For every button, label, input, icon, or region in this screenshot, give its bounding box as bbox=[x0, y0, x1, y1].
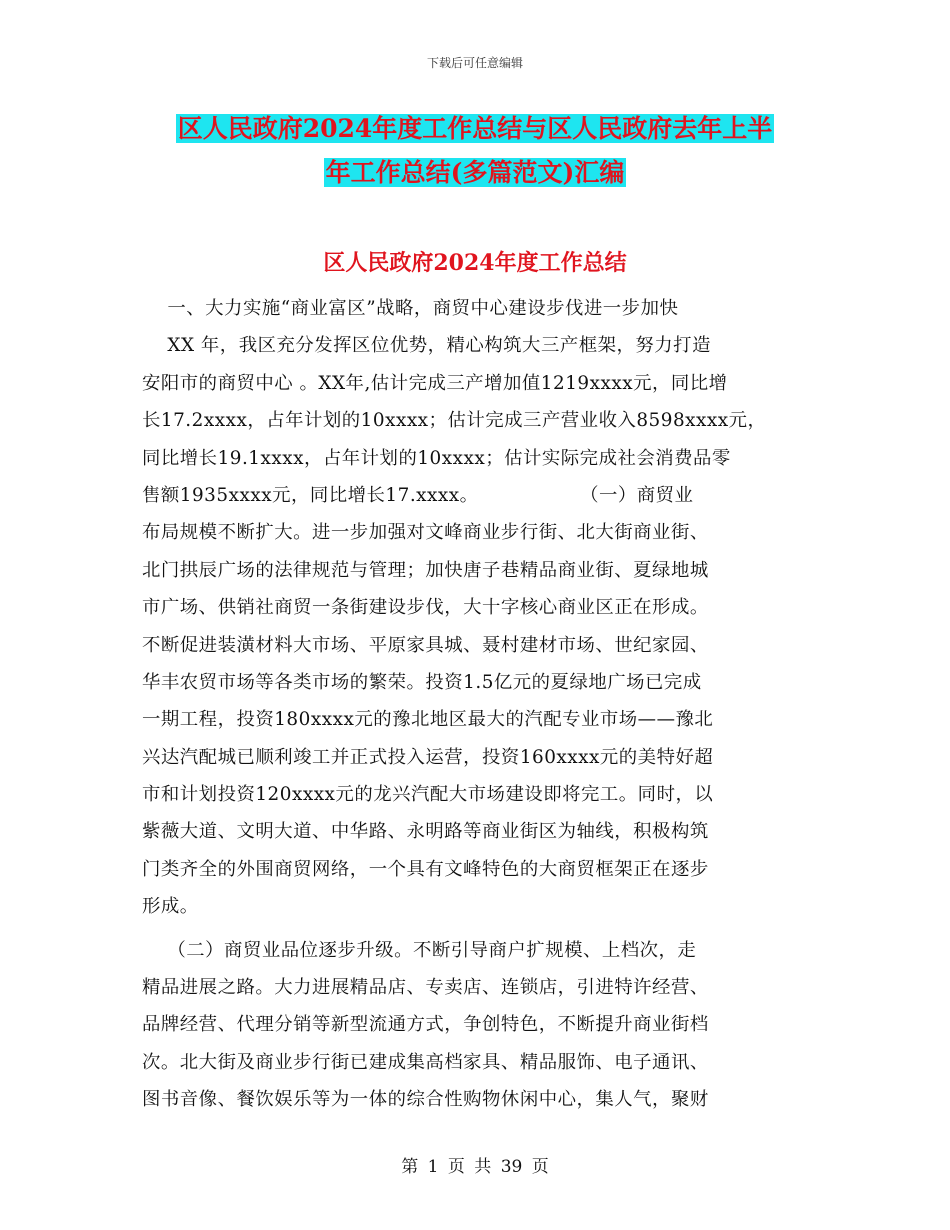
body-line: 形成。 bbox=[142, 896, 199, 918]
body-line: XX 年，我区充分发挥区位优势，精心构筑大三产框架，努力打造 bbox=[142, 335, 711, 357]
body-line: 售额1935xxxx元，同比增长17.xxxx。 （一）商贸业 bbox=[142, 484, 694, 506]
section-title: 区人民政府2024年度工作总结 bbox=[323, 250, 627, 276]
body-line: 一期工程，投资180xxxx元的豫北地区最大的汽配专业市场——豫北 bbox=[142, 709, 714, 731]
document-body bbox=[142, 290, 822, 1119]
body-line: 门类齐全的外围商贸网络，一个具有文峰特色的大商贸框架正在逐步 bbox=[142, 858, 709, 880]
title-highlight-2: 年工作总结(多篇范文)汇编 bbox=[325, 158, 625, 187]
body-line: 紫薇大道、文明大道、中华路、永明路等商业街区为轴线，积极构筑 bbox=[142, 821, 709, 843]
title-highlight-1: 区人民政府2024年度工作总结与区人民政府去年上半 bbox=[177, 114, 773, 143]
body-line: 图书音像、餐饮娱乐等为一体的综合性购物休闲中心，集人气，聚财 bbox=[142, 1089, 709, 1111]
body-line: 品牌经营、代理分销等新型流通方式，争创特色，不断提升商业街档 bbox=[142, 1014, 709, 1036]
body-line: 市广场、供销社商贸一条街建设步伐，大十字核心商业区正在形成。 bbox=[142, 597, 709, 619]
body-line: 次。北大街及商业步行街已建成集高档家具、精品服饰、电子通讯、 bbox=[142, 1051, 709, 1073]
document-title-line-2 bbox=[0, 156, 950, 190]
body-line: 同比增长19.1xxxx，占年计划的10xxxx；估计实际完成社会消费品零 bbox=[142, 447, 731, 469]
body-line: 安阳市的商贸中心 。XX年,估计完成三产增加值1219xxxx元，同比增 bbox=[142, 372, 728, 394]
body-line: 长17.2xxxx，占年计划的10xxxx；估计完成三产营业收入8598xxxx元， bbox=[142, 410, 767, 432]
page-footer: 第 1 页 共 39 页 bbox=[401, 1157, 549, 1177]
body-line: 市和计划投资120xxxx元的龙兴汽配大市场建设即将完工。同时，以 bbox=[142, 784, 714, 806]
body-line: 华丰农贸市场等各类市场的繁荣。投资1.5亿元的夏绿地广场已完成 bbox=[142, 671, 702, 693]
body-line: （二）商贸业品位逐步升级。不断引导商户扩规模、上档次，走 bbox=[142, 939, 697, 961]
body-line: 一、大力实施“商业富区”战略，商贸中心建设步伐进一步加快 bbox=[142, 298, 679, 319]
body-line: 不断促进装潢材料大市场、平原家具城、聂村建材市场、世纪家园、 bbox=[142, 634, 709, 656]
page-header: 下载后可任意编辑 bbox=[426, 56, 523, 70]
body-line: 北门拱辰广场的法律规范与管理；加快唐子巷精品商业街、夏绿地城 bbox=[142, 559, 709, 581]
document-title-line-1 bbox=[0, 112, 950, 146]
body-line: 精品进展之路。大力进展精品店、专卖店、连锁店，引进特许经营、 bbox=[142, 977, 709, 999]
body-line: 布局规模不断扩大。进一步加强对文峰商业步行街、北大街商业街、 bbox=[142, 522, 709, 544]
body-line: 兴达汽配城已顺利竣工并正式投入运营，投资160xxxx元的美特好超 bbox=[142, 746, 714, 768]
